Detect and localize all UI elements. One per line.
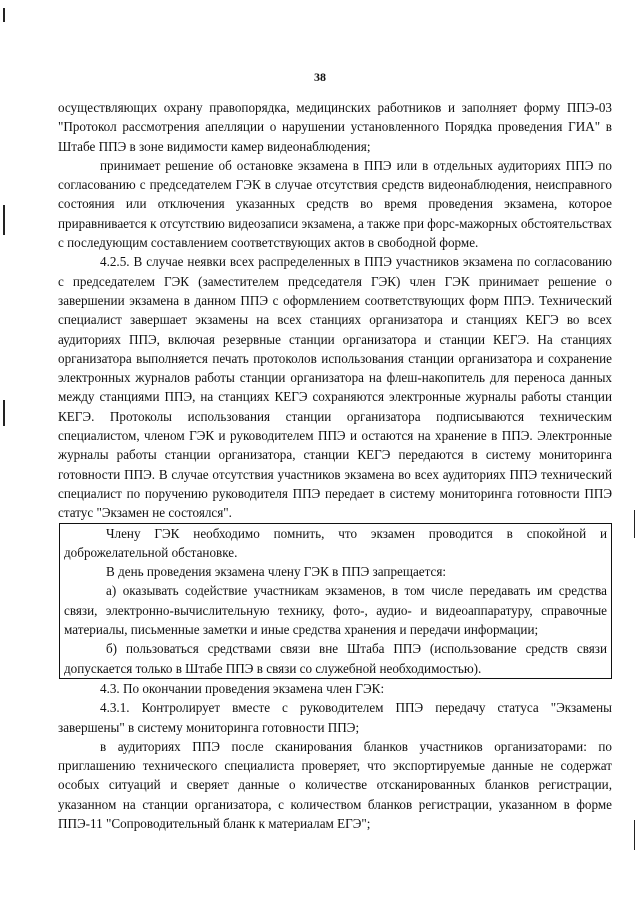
paragraph-4-3: 4.3. По окончании проведения экзамена член ГЭК: [100,680,385,696]
paragraph-4-2-5: 4.2.5. В случае неявки всех распределенных в ППЭ участников экзамена по согласованию с председателем ГЭК (заместителем председателя ГЭК) член ГЭК принимает решение о завершении экзамена в данном ППЭ с оформлением соответствующих форм ППЭ. Технический специалист завершает экзамены на всех станциях организатора и станциях КЕГЭ во всех аудиториях ППЭ, включая резервные станции организатора и станции КЕГЭ. На станциях организатора выполняется печать протоколов использования станции организатора и сохранение электронных журналов работы станции организатора на флеш-накопитель для переноса данных между станциями ППЭ, на станциях КЕГЭ сохраняются электронные журналы работы станции КЕГЭ. Протоколы использования станции организатора подписываются техническим специалистом, членом ГЭК и руководителем ППЭ и остаются на хранение в ППЭ. Электронные журналы работы станции организатора, станции КЕГЭ передаются в систему мониторинга готовности ППЭ. В случае отсутствия участников экзамена во всех аудиториях ППЭ технический специалист по поручению руководителя ППЭ передает в систему мониторинга готовности ППЭ статус "Экзамен не состоялся". [58,254,612,521]
paragraph-scanning-check: в аудиториях ППЭ после сканирования бланков участников организаторами: по приглашению технического специалиста проверяет, что экспортируемые данные не содержат особых ситуаций и сверяет данные о количестве отсканированных бланков регистрации, указанном на станции организатора, с количеством бланков регистрации, указанном в форме ППЭ-11 "Сопроводительный бланк к материалам ЕГЭ"; [58,738,612,831]
scan-edge-mark [634,820,635,850]
paragraph-4-3-1: 4.3.1. Контролирует вместе с руководителем ППЭ передачу статуса "Экзамены завершены" в систему мониторинга готовности ППЭ; [58,700,612,735]
notice-line: Члену ГЭК необходимо помнить, что экзамен проводится в спокойной и доброжелательной обстановке. [64,525,607,560]
notice-line: б) пользоваться средствами связи вне Штаба ППЭ (использование средств связи допускается только в Штабе ППЭ в связи со служебной необходимостью). [64,641,607,676]
scan-edge-mark [3,8,5,22]
notice-line: а) оказывать содействие участникам экзаменов, в том числе передавать им средства связи, электронно-вычислительную технику, фото-, аудио- и видеоаппаратуру, справочные материалы, письменные заметки и иные средства хранения и передачи информации; [64,583,607,638]
scan-edge-mark [3,400,5,426]
paragraph-exam-stop-decision: принимает решение об остановке экзамена в ППЭ или в отдельных аудиториях ППЭ по согласованию с председателем ГЭК в случае отсутствия средств видеонаблюдения, неисправного состояния или отключения указанных средств во время проведения экзамена, которое приравнивается к отсутствию видеозаписи экзамена, а также при форс-мажорных обстоятельствах с последующим составлением соответствующих актов в свободной форме. [58,157,612,251]
scan-edge-mark [3,205,5,235]
notice-box [59,523,612,679]
notice-line: В день проведения экзамена члену ГЭК в ППЭ запрещается: [106,564,447,580]
document-body [58,98,612,833]
scan-edge-mark [634,510,635,538]
paragraph-continuation: осуществляющих охрану правопорядка, медицинских работников и заполняет форму ППЭ-03 "Протокол рассмотрения апелляции о нарушении установленного Порядка проведения ГИА" в Штабе ППЭ в зоне видимости камер видеонаблюдения; [58,100,612,154]
page-number: 38 [314,70,326,84]
